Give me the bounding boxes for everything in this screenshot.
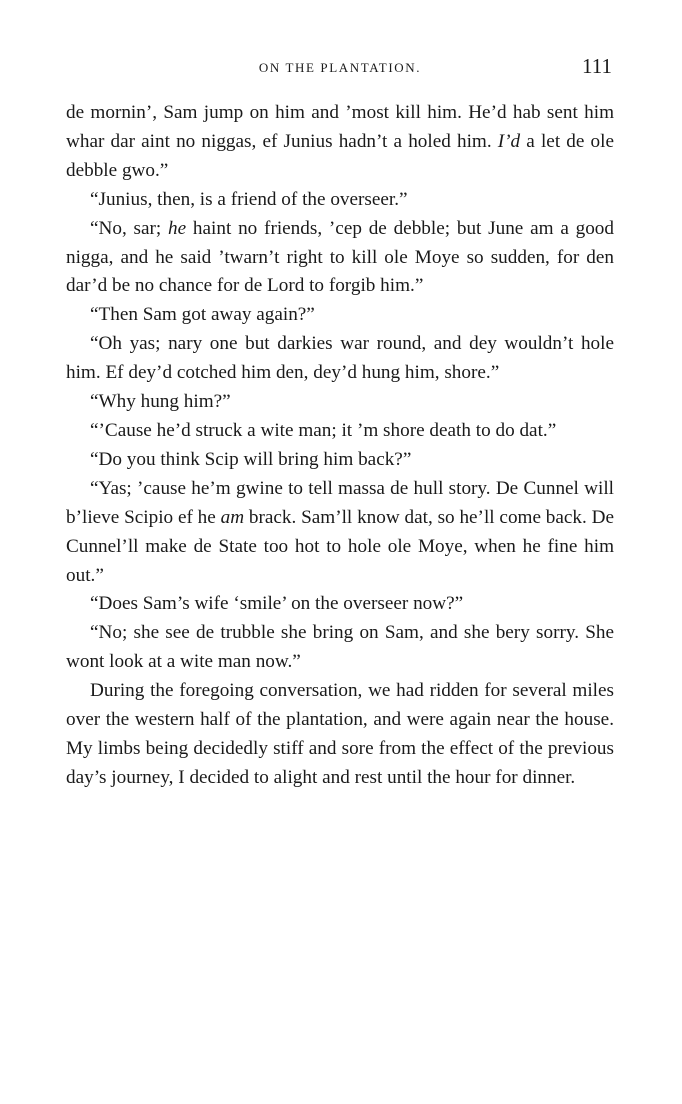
paragraph: During the foregoing conversation, we had ridden for several miles over the western half of the plantation, and were again near the house. My limbs being decidedly stiff and sore from the effect of the previous day’s journey, I decided to alight and rest until the hour for dinner. [66,680,614,788]
emphasis-text: he [168,217,187,239]
paragraph: “Why hung him?” [90,391,231,413]
paragraph: “Oh yas; nary one but darkies war round, and dey wouldn’t hole him. Ef dey’d cotched him den, dey’d hung him, shore.” [66,333,614,384]
body-text [66,99,614,793]
paragraph: “’Cause he’d struck a wite man; it ’m shore death to do dat.” [90,419,557,441]
paragraph: “No, sar; he haint no friends, ’cep de debble; but June am a good nigga, and he said ’twarn’t right to kill ole Moye so sudden, for den dar’d be no chance for de Lord to forgib him.” [66,217,614,297]
page-number: 111 [582,54,612,78]
paragraph: “No; she see de trubble she bring on Sam, and she bery sorry. She wont look at a wite man now.” [66,622,614,673]
book-page [66,54,614,793]
paragraph: “Does Sam’s wife ‘smile’ on the overseer now?” [90,593,464,615]
running-head: ON THE PLANTATION. [258,60,422,75]
paragraph: “Yas; ’cause he’m gwine to tell massa de hull story. De Cunnel will b’lieve Scipio ef he am brack. Sam’ll know dat, so he’ll come back. De Cunnel’ll make de State too hot to hole ole Moye, when he fine him out.” [66,477,615,586]
page-header [66,54,614,84]
paragraph: “Then Sam got away again?” [90,304,315,326]
paragraph: de mornin’, Sam jump on him and ’most kill him. He’d hab sent him whar dar aint no niggas, ef Junius hadn’t a holed him. I’d a let de ole debble gwo.” [66,102,615,181]
paragraph: “Do you think Scip will bring him back?” [90,448,412,470]
emphasis-text: am [220,506,245,528]
emphasis-text: I’d [497,130,521,152]
paragraph: “Junius, then, is a friend of the overseer.” [90,188,408,210]
